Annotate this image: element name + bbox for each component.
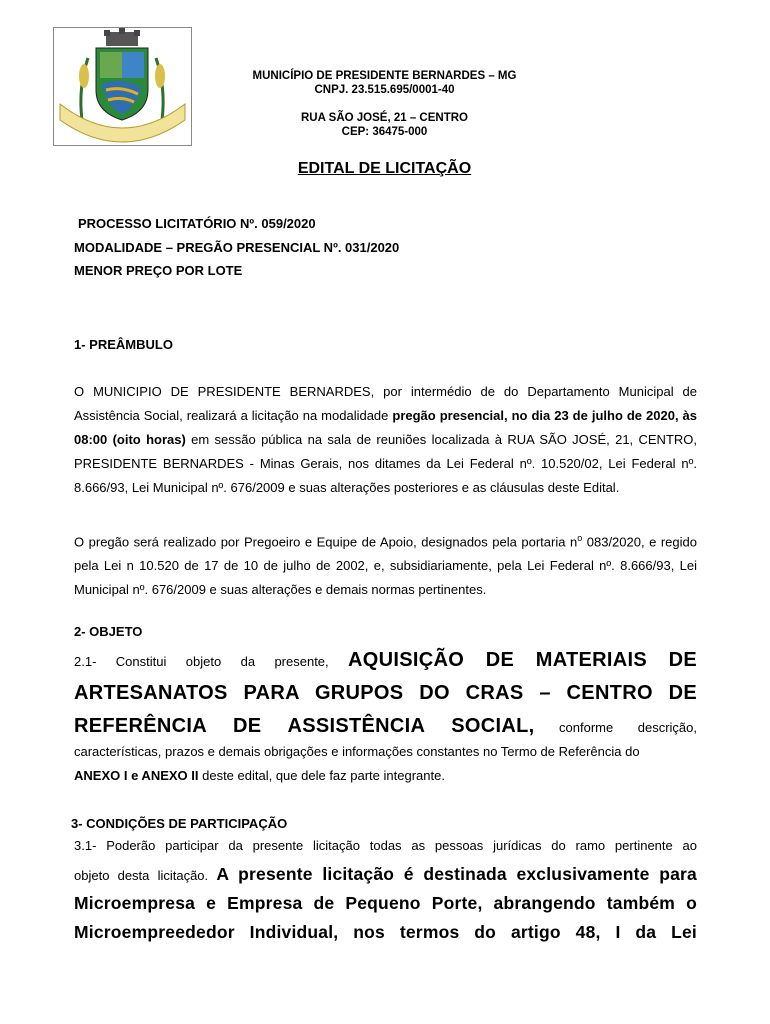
criteria-line: MENOR PREÇO POR LOTE	[74, 263, 243, 278]
address-line: RUA SÃO JOSÉ, 21 – CENTRO	[300, 112, 468, 124]
object-tail-text: conforme descrição,	[534, 720, 697, 735]
municipal-seal-logo	[53, 27, 192, 146]
participation-line-1: 3.1- Poderão participar da presente licitação todas as pessoas jurídicas do ramo pertinente ao	[74, 838, 697, 853]
object-title-part2: ARTESANATOS PARA GRUPOS DO CRAS – CENTRO DE	[74, 682, 697, 704]
section-heading-preamble: 1- PREÂMBULO	[74, 337, 173, 352]
process-number: PROCESSO LICITATÓRIO Nº. 059/2020	[78, 216, 316, 231]
object-line-3	[74, 710, 697, 744]
participation-line-2	[74, 860, 697, 890]
modality-line: MODALIDADE – PREGÃO PRESENCIAL Nº. 031/2020	[74, 240, 400, 255]
object-rest-paragraph	[74, 740, 697, 788]
cnpj-number: CNPJ. 23.515.695/0001-40	[314, 84, 455, 96]
participation-lead-text: objeto desta licitação.	[74, 868, 217, 883]
postal-code: CEP: 36475-000	[341, 126, 428, 138]
coat-of-arms-icon	[54, 28, 191, 145]
participation-line-4: Microempreededor Individual, nos termos do artigo 48, I da Lei	[74, 922, 697, 942]
object-rest-text: características, prazos e demais obrigações e informações constantes no Termo de Referência do	[74, 744, 640, 759]
object-title-part1: AQUISIÇÃO DE MATERIAIS DE	[348, 649, 697, 671]
object-line-1	[74, 644, 697, 678]
municipality-name: MUNICÍPIO DE PRESIDENTE BERNARDES – MG	[252, 70, 517, 82]
object-title-part3: REFERÊNCIA DE ASSISTÊNCIA SOCIAL,	[74, 715, 535, 737]
document-title: EDITAL DE LICITAÇÃO	[297, 160, 472, 177]
section-heading-participation: 3- CONDIÇÕES DE PARTICIPAÇÃO	[71, 816, 288, 831]
preamble-text-b: em sessão pública na sala de reuniões localizada à RUA SÃO JOSÉ, 21, CENTRO, PRESIDENTE BERNARDES - Minas Gerais, nos ditames da Lei Federal nº. 10.520/02, Lei Federal nº. 8.666/93, Lei Municipal nº. 676/2009 e suas alterações posteriores e as cláusulas deste Edital.	[74, 432, 697, 495]
section-heading-object: 2- OBJETO	[74, 624, 143, 639]
participation-line-3: Microempresa e Empresa de Pequeno Porte, abrangendo também o	[74, 893, 697, 913]
pregao-paragraph	[74, 526, 697, 602]
annex-reference-bold: ANEXO I e ANEXO II	[74, 768, 199, 783]
object-lead-text: 2.1- Constitui objeto da presente,	[74, 654, 349, 669]
preamble-date-bold: pregão presencial, no dia 23 de julho de 2020, às 08:00 (oito horas)	[74, 408, 697, 447]
pregao-superscript: o	[577, 533, 583, 543]
pregao-text-a: O pregão será realizado por Pregoeiro e Equipe de Apoio, designados pela portaria n	[74, 534, 578, 550]
preamble-paragraph	[74, 380, 697, 500]
preamble-text-a: O MUNICIPIO DE PRESIDENTE BERNARDES, por intermédio de do Departamento Municipal de Assistência Social, realizará a licitação na modalidade	[74, 384, 697, 423]
pregao-text-b: 083/2020, e regido pela Lei n 10.520 de 17 de 10 de julho de 2002, e, subsidiariamente, pela Lei Federal nº. 8.666/93, Lei Municipal nº. 676/2009 e suas alterações e demais normas pertinentes.	[74, 534, 697, 598]
object-end-text: deste edital, que dele faz parte integrante.	[198, 768, 445, 783]
participation-bold-text: A presente licitação é destinada exclusivamente para	[216, 864, 697, 884]
